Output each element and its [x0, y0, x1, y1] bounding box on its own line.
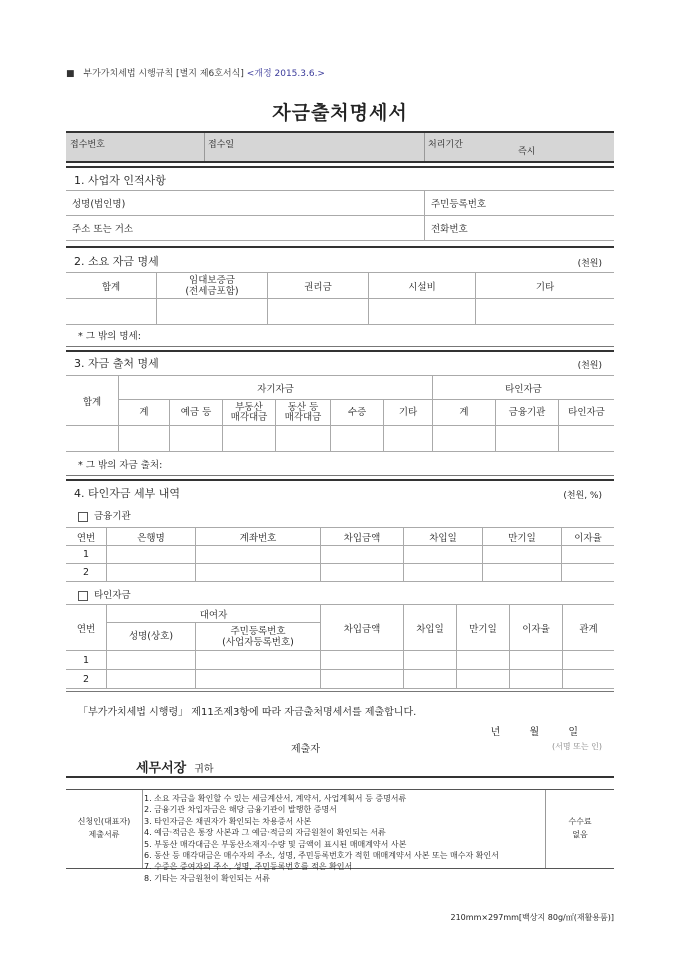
due-input[interactable] — [483, 546, 562, 564]
own-col-movable: 동산 등 매각대금 — [276, 400, 331, 426]
own-col-gift: 수증 — [331, 400, 384, 426]
section-3-divider — [66, 350, 614, 352]
premium-input[interactable] — [268, 299, 369, 325]
fee-info: 수수료 없음 — [545, 790, 614, 868]
priv-col-name: 성명(상호) — [107, 623, 196, 651]
list-item: 7. 수증은 증여자의 주소, 성명, 주민등록번호를 적은 확인서 — [144, 862, 353, 872]
section-2-divider — [66, 246, 614, 248]
amount-input[interactable] — [321, 564, 404, 582]
checkbox-icon[interactable] — [78, 591, 88, 601]
date-input[interactable] — [404, 670, 457, 689]
financial-loans-table — [66, 527, 614, 582]
section-4-divider — [66, 479, 614, 481]
facility-input[interactable] — [369, 299, 476, 325]
tax-office-name: 세무서장 — [136, 761, 187, 776]
private-loans-subsection — [78, 587, 131, 601]
lender-id-input[interactable] — [196, 670, 321, 689]
section-4-unit: (천원, %) — [563, 491, 602, 501]
law-reference: 부가가치세법 시행규칙 [별지 제6호서식] — [83, 69, 244, 79]
date-line: 년 월 일 — [490, 727, 578, 738]
own-subtotal-input[interactable] — [119, 426, 170, 452]
receipt-date-label: 접수일 — [208, 140, 235, 150]
priv-col-date: 차입일 — [404, 605, 457, 651]
lender-name-input[interactable] — [107, 670, 196, 689]
section-2-note: * 그 밖의 명세: — [78, 331, 141, 342]
private-loans-label: 타인자금 — [94, 590, 131, 601]
address-label: 주소 또는 거소 — [72, 224, 134, 235]
list-item: 2. 금융기관 차입자금은 해당 금융기관이 발행한 증명서 — [144, 805, 337, 815]
resident-number-field[interactable] — [425, 191, 615, 216]
checkbox-icon[interactable] — [78, 512, 88, 522]
documents-label: 신청인(대표자) 제출서류 — [66, 790, 143, 868]
priv-col-due: 만기일 — [457, 605, 510, 651]
relation-input[interactable] — [563, 651, 615, 670]
list-item: 1. 소요 자금을 확인할 수 있는 세금계산서, 계약서, 사업계획서 등 증명서류 — [144, 794, 407, 803]
required-funds-table — [66, 272, 614, 325]
own-realestate-input[interactable] — [223, 426, 276, 452]
list-item: 8. 기타는 자금원천이 확인되는 서류 — [144, 873, 270, 883]
rate-input[interactable] — [510, 651, 563, 670]
fin-col-rate: 이자율 — [562, 528, 615, 546]
receipt-number-label: 접수번호 — [70, 140, 105, 150]
priv-col-rate: 이자율 — [510, 605, 563, 651]
own-gift-input[interactable] — [331, 426, 384, 452]
fin-col-account: 계좌번호 — [196, 528, 321, 546]
list-item: 4. 예금·적금은 통장 사본과 그 예금·적금의 자금원천이 확인되는 서류 — [144, 828, 386, 838]
own-col-other: 기타 — [384, 400, 433, 426]
account-input[interactable] — [196, 564, 321, 582]
priv-col-no: 연번 — [66, 605, 107, 651]
fin-col-date: 차입일 — [404, 528, 483, 546]
resident-number-label: 주민등록번호 — [431, 199, 487, 210]
name-field[interactable] — [66, 191, 425, 216]
list-item: 6. 동산 등 매각대금은 매수자의 주소, 성명, 주민등록번호가 적힌 매매계약서 사본 또는 매수자 확인서 — [144, 851, 499, 861]
table-row-number: 2 — [66, 670, 107, 689]
addressee-suffix: 귀하 — [194, 764, 214, 775]
paper-spec-footer: 210mm×297mm[백상지 80g/㎡(재활용품)] — [450, 913, 614, 922]
signature-bottom-line — [66, 776, 614, 778]
signature-note: (서명 또는 인) — [552, 742, 602, 751]
col-sum: 합계 — [66, 376, 119, 426]
section-2-unit: (천원) — [577, 259, 602, 269]
rate-input[interactable] — [562, 564, 615, 582]
own-col-deposit: 예금 등 — [170, 400, 223, 426]
section-3-unit: (천원) — [577, 361, 602, 371]
account-input[interactable] — [196, 546, 321, 564]
other-col-subtotal: 계 — [433, 400, 496, 426]
date-input[interactable] — [404, 546, 483, 564]
section-3-note: * 그 밖의 자금 출처: — [78, 460, 163, 471]
section-2-bottom-line — [66, 346, 614, 347]
col-deposit: 임대보증금 (전세금포함) — [157, 273, 268, 299]
receipt-bar — [66, 131, 614, 163]
col-other: 기타 — [476, 273, 615, 299]
bank-input[interactable] — [107, 546, 196, 564]
amount-input[interactable] — [321, 546, 404, 564]
section-2-title: 2. 소요 자금 명세 — [74, 255, 159, 268]
own-funds-header: 자기자금 — [119, 376, 433, 400]
page-title: 자금출처명세서 — [272, 102, 408, 124]
priv-col-id: 주민등록번호 (사업자등록번호) — [196, 623, 321, 651]
section-4-bottom-line — [66, 691, 614, 692]
rate-input[interactable] — [562, 546, 615, 564]
col-facility: 시설비 — [369, 273, 476, 299]
priv-col-relation: 관계 — [563, 605, 615, 651]
own-col-realestate: 부동산 매각대금 — [223, 400, 276, 426]
lender-id-input[interactable] — [196, 651, 321, 670]
submitter-label: 제출자 — [291, 744, 320, 755]
own-movable-input[interactable] — [276, 426, 331, 452]
form-header — [66, 66, 325, 79]
section-4-title: 4. 타인자금 세부 내역 — [74, 487, 180, 500]
lender-name-input[interactable] — [107, 651, 196, 670]
declaration-text: 「부가가치세법 시행령」 제11조제3항에 따라 자금출처명세서를 제출합니다. — [78, 707, 417, 718]
fin-col-due: 만기일 — [483, 528, 562, 546]
due-input[interactable] — [483, 564, 562, 582]
tax-office-addressee — [136, 757, 214, 776]
section-1-divider — [66, 166, 614, 168]
other-funds-header: 타인자금 — [433, 376, 615, 400]
name-label: 성명(법인명) — [72, 199, 126, 210]
documents-list — [144, 793, 544, 884]
financial-institution-label: 금융기관 — [94, 511, 131, 522]
table-row-number: 2 — [66, 564, 107, 582]
other-input[interactable] — [476, 299, 615, 325]
fin-col-bank: 은행명 — [107, 528, 196, 546]
due-input[interactable] — [457, 651, 510, 670]
list-item: 5. 부동산 매각대금은 부동산소재지·수량 및 금액이 표시된 매매계약서 사본 — [144, 839, 407, 849]
square-bullet-icon: ■ — [66, 69, 75, 79]
priv-col-amount: 차입금액 — [321, 605, 404, 651]
list-item: 3. 타인자금은 채권자가 확인되는 차용증서 사본 — [144, 816, 312, 826]
other-private-input[interactable] — [559, 426, 615, 452]
own-other-input[interactable] — [384, 426, 433, 452]
phone-label: 전화번호 — [431, 224, 468, 235]
other-col-institution: 금융기관 — [496, 400, 559, 426]
total-input[interactable] — [66, 299, 157, 325]
lender-header: 대여자 — [107, 605, 321, 623]
section-1-title: 1. 사업자 인적사항 — [74, 174, 166, 187]
rate-input[interactable] — [510, 670, 563, 689]
date-input[interactable] — [404, 564, 483, 582]
address-field[interactable] — [66, 216, 425, 241]
processing-period-label: 처리기간 — [428, 140, 463, 150]
section-3-title: 3. 자금 출처 명세 — [74, 357, 159, 370]
table-row-number: 1 — [66, 651, 107, 670]
section-3-bottom-line — [66, 475, 614, 476]
col-premium: 권리금 — [268, 273, 369, 299]
own-deposit-input[interactable] — [170, 426, 223, 452]
deposit-input[interactable] — [157, 299, 268, 325]
sum-input[interactable] — [66, 426, 119, 452]
bank-input[interactable] — [107, 564, 196, 582]
phone-field[interactable] — [425, 216, 615, 241]
receipt-date-cell — [204, 133, 425, 161]
other-col-private: 타인자금 — [559, 400, 615, 426]
revision-note: <개정 2015.3.6.> — [246, 69, 325, 79]
amount-input[interactable] — [321, 670, 404, 689]
table-row-number: 1 — [66, 546, 107, 564]
private-loans-table — [66, 604, 614, 689]
financial-institution-subsection — [78, 508, 131, 522]
applicant-info-table — [66, 190, 614, 241]
own-col-subtotal: 계 — [119, 400, 170, 426]
processing-period-value: 즉시 — [518, 147, 536, 157]
fin-col-amount: 차입금액 — [321, 528, 404, 546]
other-subtotal-input[interactable] — [433, 426, 496, 452]
other-institution-input[interactable] — [496, 426, 559, 452]
fund-source-table — [66, 375, 614, 452]
date-input[interactable] — [404, 651, 457, 670]
relation-input[interactable] — [563, 670, 615, 689]
fin-col-no: 연번 — [66, 528, 107, 546]
required-documents-box — [66, 789, 614, 883]
due-input[interactable] — [457, 670, 510, 689]
col-total: 합계 — [66, 273, 157, 299]
amount-input[interactable] — [321, 651, 404, 670]
